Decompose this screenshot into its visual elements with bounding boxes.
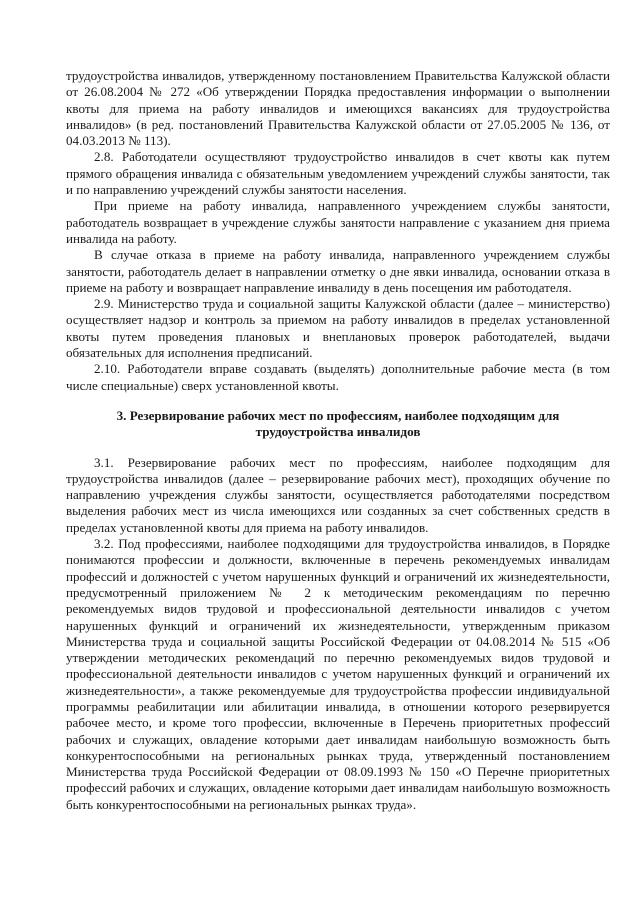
paragraph-continuation: трудоустройства инвалидов, утвержденному постановлением Правительства Калужской области от 26.08.2004 № 272 «Об утверждении Порядка предоставления информации о выполнении квоты для приема на работу инвалидов и имеющихся вакансиях для трудоустройства инвалидов» (в ред. постановлений Правительства Калужской области от 27.05.2005 № 136, от 04.03.2013 № 113). — [66, 68, 610, 149]
paragraph-referral-acceptance: При приеме на работу инвалида, направленного учреждением службы занятости, работодатель возвращает в учреждение службы занятости направление с указанием дня приема инвалида на работу. — [66, 198, 610, 246]
paragraph-2-8: 2.8. Работодатели осуществляют трудоустройство инвалидов в счет квоты как путем прямого обращения инвалида с обязательным уведомлением учреждений службы занятости, так и по направлению учреждений службы занятости населения. — [66, 149, 610, 198]
section-3-heading-line2: трудоустройства инвалидов — [255, 424, 421, 440]
paragraph-2-10: 2.10. Работодатели вправе создавать (выделять) дополнительные рабочие места (в том числе специальные) сверх установленной квоты. — [66, 361, 610, 393]
paragraph-3-1: 3.1. Резервирование рабочих мест по профессиям, наиболее подходящим для трудоустройства инвалидов (далее – резервирование рабочих мест), проходящих обучение по направлению учреждения службы занятости, осуществляется работодателями посредством выделения рабочих мест из числа имеющихся или созданных за счет собственных средств в пределах установленной квоты для приема на работу инвалидов. — [66, 454, 610, 535]
paragraph-2-9: 2.9. Министерство труда и социальной защиты Калужской области (далее – министерство) осуществляет надзор и контроль за приемом на работу инвалидов в пределах установленной квоты путем проведения плановых и внеплановых проверок работодателей, выдачи обязательных для исполнения предписаний. — [66, 296, 610, 361]
section-3-heading-line1: 3. Резервирование рабочих мест по профессиям, наиболее подходящим для — [116, 407, 560, 423]
paragraph-referral-refusal: В случае отказа в приеме на работу инвалида, направленного учреждением службы занятости, работодатель делает в направлении отметку о дне явки инвалида, основании отказа в приеме на работу и возвращает направление инвалиду в день посещения им работодателя. — [66, 247, 610, 295]
document-body — [66, 68, 610, 813]
section-3-heading — [66, 408, 610, 441]
paragraph-3-2: 3.2. Под профессиями, наиболее подходящими для трудоустройства инвалидов, в Порядке понимаются профессии и должности, включенные в перечень рекомендуемых инвалидам профессий и должностей с учетом нарушенных функций и ограничений их жизнедеятельности, предусмотренный приложением № 2 к методическим рекомендациям по перечню рекомендуемых видов трудовой и профессиональной деятельности инвалидов с учетом нарушенных функций и ограничений их жизнедеятельности, утвержденным приказом Министерства труда и социальной защиты Российской Федерации от 04.08.2014 № 515 «Об утверждении методических рекомендаций по перечню рекомендуемых видов трудовой и профессиональной деятельности инвалидов с учетом нарушенных функций и ограничений их жизнедеятельности», а также рекомендуемые для трудоустройства профессии индивидуальной программы реабилитации или абилитации инвалида, в отношении которого резервируется рабочее место, и кроме того профессии, включенные в Перечень приоритетных профессий рабочих и служащих, овладение которыми дает инвалидам наибольшую возможность быть конкурентоспособными на региональных рынках труда, утвержденный постановлением Министерства труда Российской Федерации от 08.09.1993 № 150 «О Перечне приоритетных профессий рабочих и служащих, овладение которыми дает инвалидам наибольшую возможность быть конкурентоспособными на региональных рынках труда». — [66, 536, 610, 812]
